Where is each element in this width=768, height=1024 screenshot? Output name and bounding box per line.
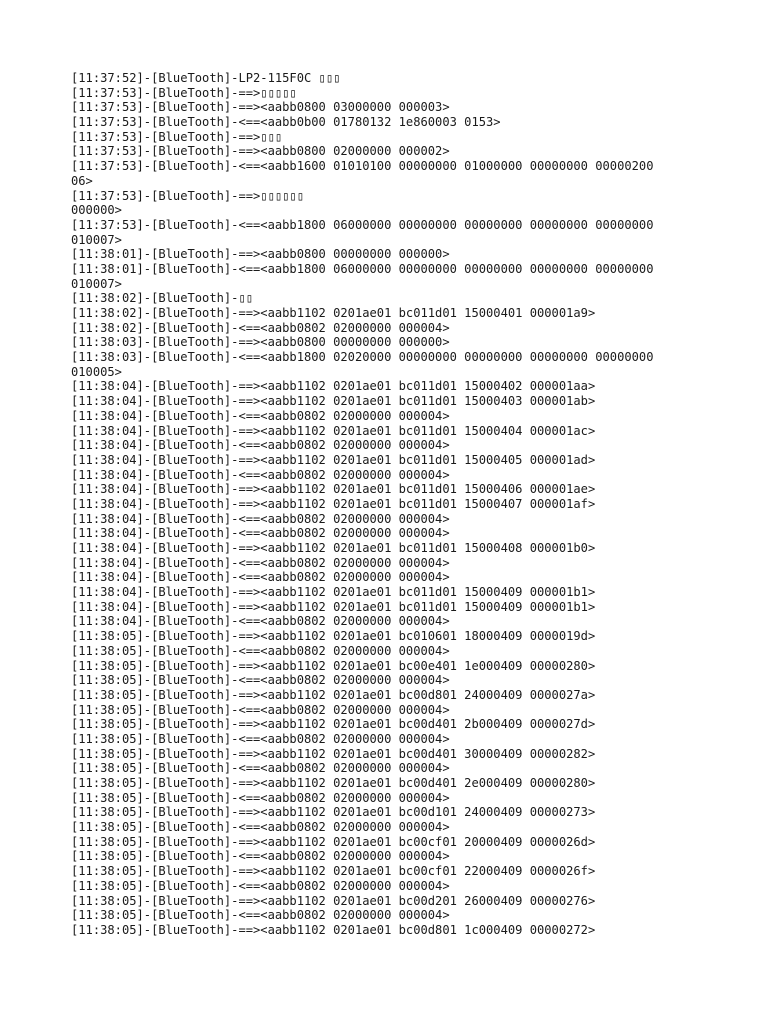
- log-line: [11:37:53]-[BlueTooth]-==>▯▯▯▯▯▯: [71, 188, 304, 203]
- log-line: [11:38:05]-[BlueTooth]-==><aabb1102 0201ae01 bc00d201 26000409 00000276>: [71, 893, 596, 908]
- log-line: 010007>: [71, 232, 122, 247]
- log-line: [11:37:52]-[BlueTooth]-LP2-115F0C ▯▯▯: [71, 71, 341, 85]
- log-line: [11:38:01]-[BlueTooth]-==><aabb0800 00000000 000000>: [71, 247, 450, 262]
- log-line: [11:38:04]-[BlueTooth]-<==<aabb0802 02000000 000004>: [71, 570, 450, 585]
- log-line: [11:38:05]-[BlueTooth]-==><aabb1102 0201ae01 bc010601 18000409 0000019d>: [71, 629, 596, 644]
- log-line: [11:38:03]-[BlueTooth]-<==<aabb1800 02020000 00000000 00000000 00000000 00000000: [71, 350, 654, 365]
- log-line: [11:38:04]-[BlueTooth]-<==<aabb0802 02000000 000004>: [71, 438, 450, 453]
- log-line: [11:38:05]-[BlueTooth]-<==<aabb0802 02000000 000004>: [71, 908, 450, 923]
- log-line: [11:38:04]-[BlueTooth]-==><aabb1102 0201ae01 bc011d01 15000409 000001b1>: [71, 599, 596, 614]
- log-line: [11:38:05]-[BlueTooth]-==><aabb1102 0201ae01 bc00d401 2e000409 00000280>: [71, 776, 596, 790]
- log-line: [11:38:05]-[BlueTooth]-==><aabb1102 0201ae01 bc00d401 2b000409 0000027d>: [71, 717, 596, 732]
- log-line: [11:38:05]-[BlueTooth]-==><aabb1102 0201ae01 bc00d401 30000409 00000282>: [71, 746, 596, 761]
- log-line: [11:37:53]-[BlueTooth]-==><aabb0800 02000000 000002>: [71, 144, 450, 159]
- log-line: [11:38:04]-[BlueTooth]-==><aabb1102 0201ae01 bc011d01 15000409 000001b1>: [71, 585, 596, 600]
- log-line: [11:38:02]-[BlueTooth]-▯▯: [71, 291, 254, 306]
- log-line: [11:38:04]-[BlueTooth]-==><aabb1102 0201ae01 bc011d01 15000402 000001aa>: [71, 379, 596, 394]
- log-line: [11:38:04]-[BlueTooth]-<==<aabb0802 02000000 000004>: [71, 511, 450, 526]
- log-line: [11:38:02]-[BlueTooth]-==><aabb1102 0201ae01 bc011d01 15000401 000001a9>: [71, 306, 596, 320]
- log-line: [11:38:05]-[BlueTooth]-<==<aabb0802 02000000 000004>: [71, 673, 450, 688]
- log-line: [11:38:05]-[BlueTooth]-==><aabb1102 0201ae01 bc00cf01 22000409 0000026f>: [71, 864, 596, 879]
- log-line: [11:38:04]-[BlueTooth]-<==<aabb0802 02000000 000004>: [71, 408, 450, 423]
- log-line: [11:38:05]-[BlueTooth]-==><aabb1102 0201ae01 bc00d801 24000409 0000027a>: [71, 687, 596, 702]
- log-line: [11:38:04]-[BlueTooth]-==><aabb1102 0201ae01 bc011d01 15000405 000001ad>: [71, 452, 596, 467]
- log-line: [11:38:04]-[BlueTooth]-==><aabb1102 0201ae01 bc011d01 15000403 000001ab>: [71, 394, 596, 409]
- log-line: [11:38:05]-[BlueTooth]-<==<aabb0802 02000000 000004>: [71, 849, 450, 864]
- log-line: [11:38:04]-[BlueTooth]-<==<aabb0802 02000000 000004>: [71, 555, 450, 570]
- log-line: 000000>: [71, 203, 122, 218]
- log-line: [11:38:05]-[BlueTooth]-<==<aabb0802 02000000 000004>: [71, 820, 450, 835]
- log-line: 06>: [71, 173, 93, 188]
- log-line: [11:38:02]-[BlueTooth]-<==<aabb0802 02000000 000004>: [71, 320, 450, 335]
- log-line: [11:37:53]-[BlueTooth]-<==<aabb1600 01010100 00000000 01000000 00000000 00000200: [71, 159, 654, 174]
- log-line: [11:38:04]-[BlueTooth]-==><aabb1102 0201ae01 bc011d01 15000407 000001af>: [71, 496, 596, 511]
- log-line: [11:38:05]-[BlueTooth]-==><aabb1102 0201ae01 bc00cf01 20000409 0000026d>: [71, 834, 596, 849]
- log-line: 010007>: [71, 276, 122, 291]
- log-line: [11:38:03]-[BlueTooth]-==><aabb0800 00000000 000000>: [71, 335, 450, 350]
- log-line: [11:38:04]-[BlueTooth]-<==<aabb0802 02000000 000004>: [71, 526, 450, 541]
- log-line: [11:38:05]-[BlueTooth]-<==<aabb0802 02000000 000004>: [71, 731, 450, 746]
- log-line: [11:38:01]-[BlueTooth]-<==<aabb1800 06000000 00000000 00000000 00000000 00000000: [71, 261, 654, 276]
- log-line: [11:38:04]-[BlueTooth]-==><aabb1102 0201ae01 bc011d01 15000406 000001ae>: [71, 482, 596, 497]
- log-line: [11:38:05]-[BlueTooth]-<==<aabb0802 02000000 000004>: [71, 878, 450, 893]
- log-line: [11:37:53]-[BlueTooth]-<==<aabb1800 06000000 00000000 00000000 00000000 00000000: [71, 217, 654, 232]
- log-line: [11:37:53]-[BlueTooth]-==>▯▯▯▯▯: [71, 85, 297, 100]
- log-line: [11:38:05]-[BlueTooth]-==><aabb1102 0201ae01 bc00d801 1c000409 00000272>: [71, 922, 596, 937]
- log-line: [11:38:04]-[BlueTooth]-==><aabb1102 0201ae01 bc011d01 15000404 000001ac>: [71, 423, 596, 438]
- log-line: [11:38:05]-[BlueTooth]-<==<aabb0802 02000000 000004>: [71, 761, 450, 776]
- log-line: 010005>: [71, 364, 122, 379]
- log-line: [11:38:05]-[BlueTooth]-<==<aabb0802 02000000 000004>: [71, 790, 450, 805]
- log-line: [11:38:04]-[BlueTooth]-<==<aabb0802 02000000 000004>: [71, 614, 450, 629]
- bluetooth-log: [71, 71, 731, 938]
- log-line: [11:37:53]-[BlueTooth]-==><aabb0800 03000000 000003>: [71, 100, 450, 115]
- log-line: [11:37:53]-[BlueTooth]-<==<aabb0b00 01780132 1e860003 0153>: [71, 115, 501, 130]
- log-line: [11:38:04]-[BlueTooth]-<==<aabb0802 02000000 000004>: [71, 467, 450, 482]
- log-line: [11:38:05]-[BlueTooth]-<==<aabb0802 02000000 000004>: [71, 643, 450, 658]
- log-line: [11:38:05]-[BlueTooth]-==><aabb1102 0201ae01 bc00d101 24000409 00000273>: [71, 805, 596, 820]
- log-line: [11:37:53]-[BlueTooth]-==>▯▯▯: [71, 129, 283, 144]
- log-line: [11:38:05]-[BlueTooth]-<==<aabb0802 02000000 000004>: [71, 702, 450, 717]
- log-line: [11:38:05]-[BlueTooth]-==><aabb1102 0201ae01 bc00e401 1e000409 00000280>: [71, 658, 596, 673]
- log-line: [11:38:04]-[BlueTooth]-==><aabb1102 0201ae01 bc011d01 15000408 000001b0>: [71, 541, 596, 555]
